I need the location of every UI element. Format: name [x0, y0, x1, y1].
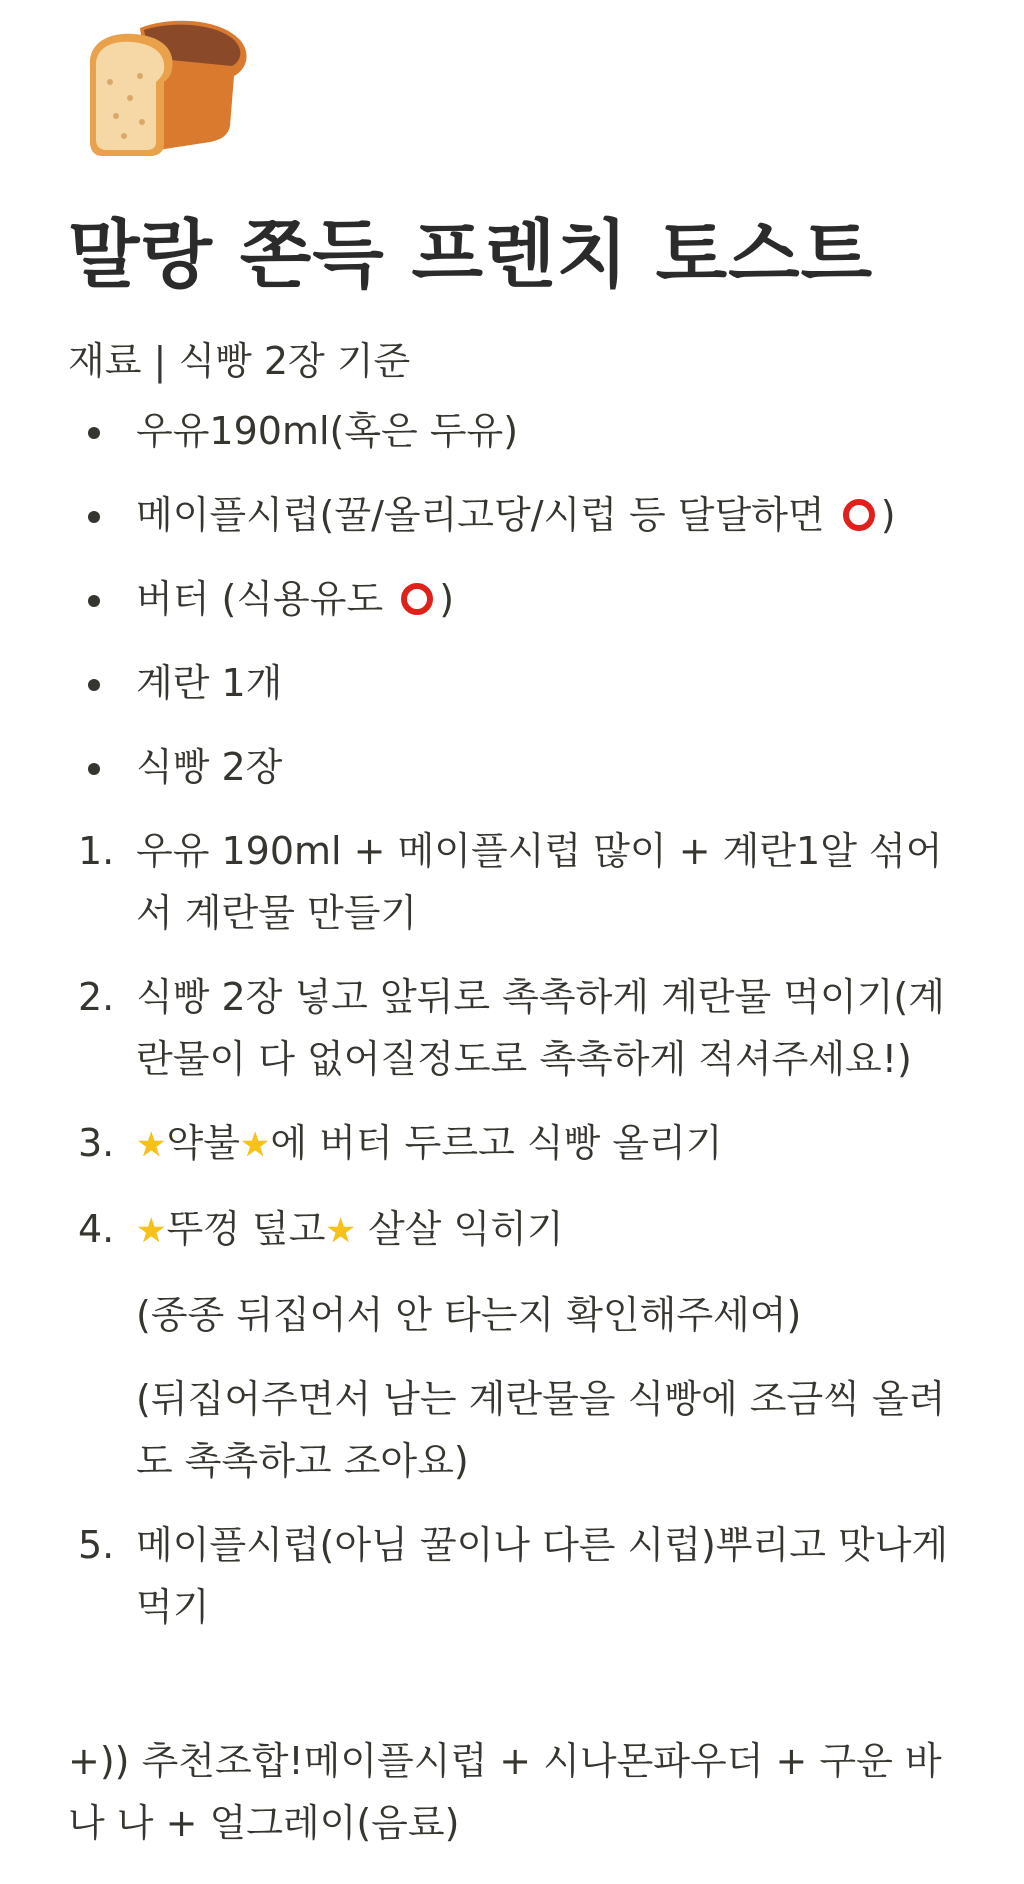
step-text: 약불 — [166, 1121, 240, 1165]
list-item — [68, 400, 968, 462]
bullet-icon — [88, 595, 100, 607]
step-note: (종종 뒤집어서 안 타는지 확인해주세여) — [136, 1293, 802, 1337]
step-text: 에 버터 두르고 식빵 올리기 — [270, 1121, 723, 1165]
ingredient-text: 버터 (식용유도 — [136, 577, 384, 621]
step-item — [68, 966, 968, 1090]
step-number: 1. — [78, 829, 115, 873]
recommendation-text: +)) 추천조합!메이플시럽 + 시나몬파우더 + 구운 바나 나 + 얼그레이(음료) — [68, 1739, 942, 1845]
ingredient-text: 계란 1개 — [136, 661, 283, 705]
step-item — [68, 1198, 968, 1262]
step-item — [68, 1112, 968, 1176]
step-number: 5. — [78, 1523, 115, 1567]
page-title: 말랑 쫀득 프렌치 토스트 — [68, 212, 874, 298]
star-icon: ★ — [239, 1125, 271, 1165]
recipe-content — [68, 400, 968, 1660]
heavy-large-circle-icon — [843, 499, 875, 531]
step-text: 뚜껑 덮고 — [166, 1207, 326, 1251]
bread-icon — [80, 18, 252, 158]
bullet-icon — [88, 511, 100, 523]
step-number: 2. — [78, 975, 115, 1019]
list-item — [68, 736, 968, 798]
heavy-large-circle-icon — [401, 583, 433, 615]
bullet-icon — [88, 427, 100, 439]
ingredient-text: 메이플시럽(꿀/올리고당/시럽 등 달달하면 — [136, 493, 825, 537]
step-note: (뒤집어주면서 남는 계란물을 식빵에 조금씩 올려 도 촉촉하고 조아요) — [136, 1377, 946, 1483]
step-text: 살살 익히기 — [355, 1207, 564, 1251]
bullet-icon — [88, 679, 100, 691]
step-text: 식빵 2장 넣고 앞뒤로 촉촉하게 계란물 먹이기(계 란물이 다 없어질정도로 촉촉하게 적셔주세요!) — [136, 975, 945, 1081]
ingredient-text-end: ) — [880, 493, 896, 537]
step-item — [68, 820, 968, 944]
list-item — [68, 652, 968, 714]
step-item — [68, 1514, 968, 1638]
star-icon: ★ — [136, 1211, 167, 1251]
ingredient-text: 우유190ml(혹은 두유) — [136, 409, 519, 453]
step-text: 메이플시럽(아님 꿀이나 다른 시럽)뿌리고 맛나게 먹기 — [136, 1523, 949, 1629]
list-item — [68, 568, 968, 630]
ingredient-text-end: ) — [439, 577, 455, 621]
step-number: 4. — [78, 1207, 115, 1251]
step-number: 3. — [78, 1121, 115, 1165]
star-icon: ★ — [136, 1125, 167, 1165]
ingredients-heading: 재료 | 식빵 2장 기준 — [68, 339, 411, 383]
step-text: 우유 190ml + 메이플시럽 많이 + 계란1알 섞어 서 계란물 만들기 — [136, 829, 943, 935]
bullet-icon — [88, 763, 100, 775]
list-item — [68, 484, 968, 546]
ingredient-text: 식빵 2장 — [136, 745, 283, 789]
star-icon: ★ — [325, 1211, 356, 1251]
